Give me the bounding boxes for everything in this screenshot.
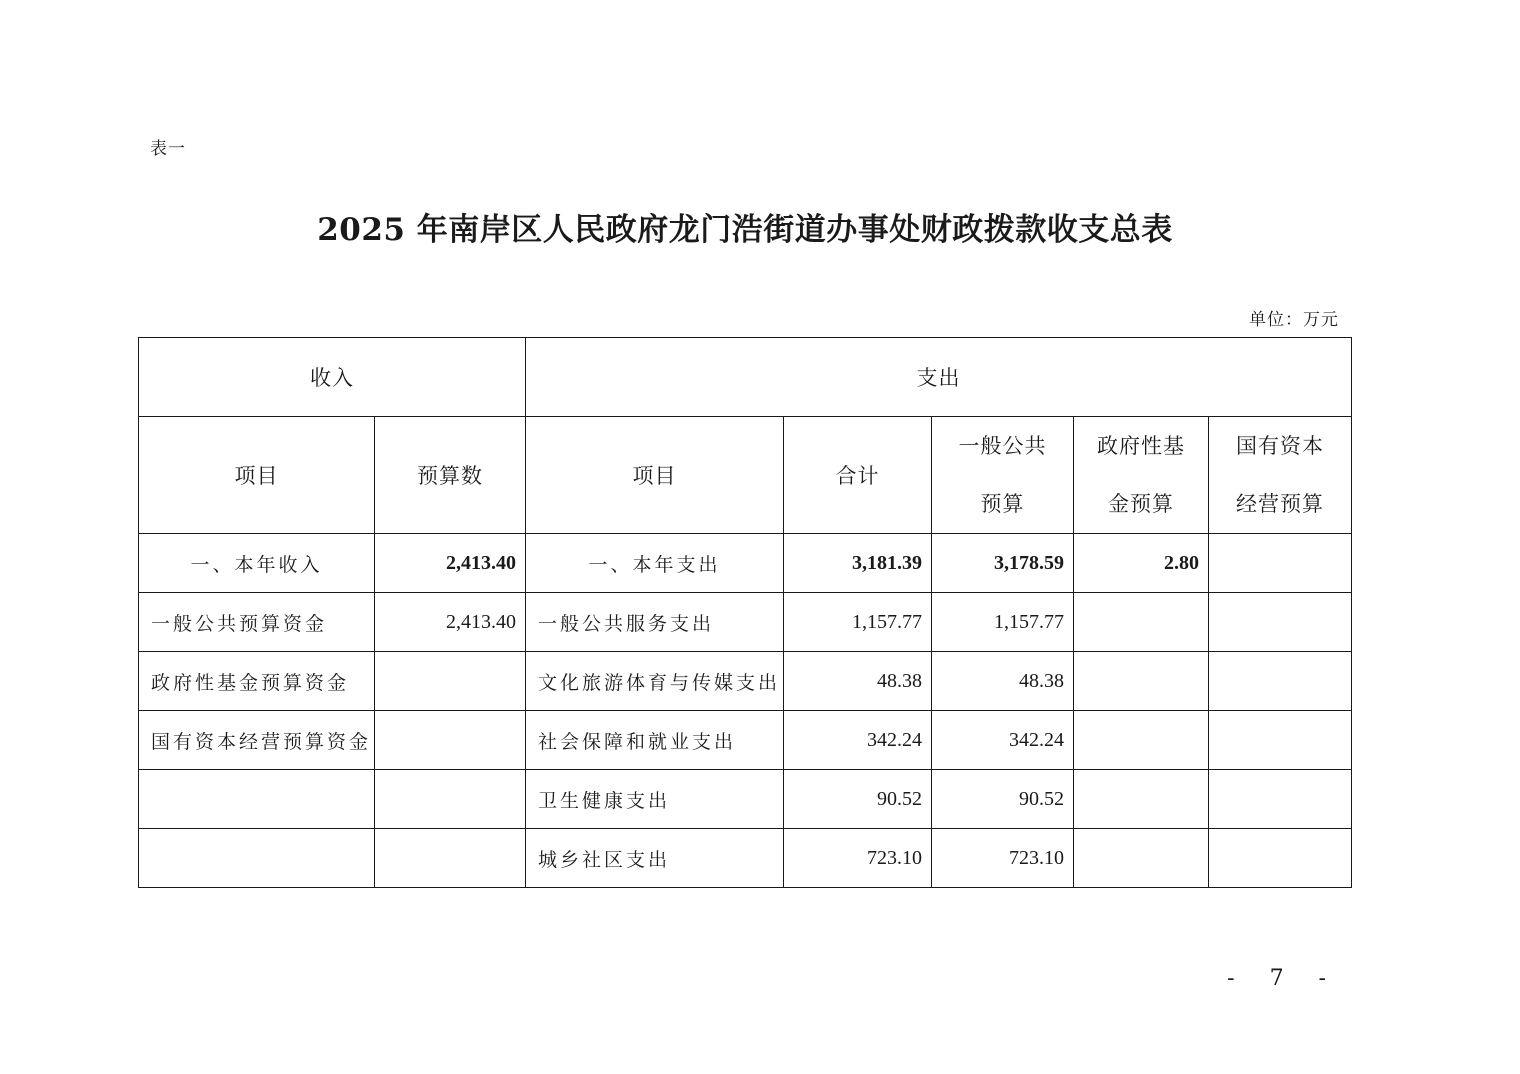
col-header-income-budget: 预算数 [375,417,526,534]
col-header-state-capital-line1: 国有资本 [1236,434,1324,458]
col-header-general-public-line1: 一般公共 [958,434,1047,458]
table-row [139,829,1352,888]
state-capital-cell [1209,770,1352,829]
col-header-gov-fund-line2: 金预算 [1108,492,1174,516]
general-public-cell: 90.52 [932,770,1074,829]
col-header-gov-fund-line1: 政府性基 [1097,434,1185,458]
expense-item-cell: 卫生健康支出 [526,770,784,829]
total-cell: 723.10 [784,829,932,888]
state-capital-cell [1209,593,1352,652]
table-row [139,711,1352,770]
total-cell: 342.24 [784,711,932,770]
state-capital-cell [1209,829,1352,888]
table-row [139,534,1352,593]
col-header-state-capital-line2: 经营预算 [1236,492,1324,516]
col-header-state-capital [1209,417,1352,534]
income-item-cell [139,770,375,829]
col-header-total: 合计 [784,417,932,534]
unit-label: 单位：万元 [1249,310,1339,330]
income-item-cell [139,829,375,888]
table-row [139,770,1352,829]
income-budget-cell: 2,413.40 [375,534,526,593]
state-capital-cell [1209,652,1352,711]
total-cell: 3,181.39 [784,534,932,593]
total-cell: 90.52 [784,770,932,829]
column-header-row [139,417,1352,534]
state-capital-cell [1209,534,1352,593]
general-public-cell: 342.24 [932,711,1074,770]
income-item-cell: 一般公共预算资金 [139,593,375,652]
total-cell: 48.38 [784,652,932,711]
general-public-cell: 723.10 [932,829,1074,888]
budget-table [138,337,1352,888]
expense-group-header: 支出 [526,338,1352,417]
general-public-cell: 48.38 [932,652,1074,711]
col-header-income-item: 项目 [139,417,375,534]
total-cell: 1,157.77 [784,593,932,652]
gov-fund-cell: 2.80 [1074,534,1209,593]
income-budget-cell [375,829,526,888]
expense-item-cell: 社会保障和就业支出 [526,711,784,770]
gov-fund-cell [1074,652,1209,711]
col-header-general-public [932,417,1074,534]
gov-fund-cell [1074,770,1209,829]
general-public-cell: 1,157.77 [932,593,1074,652]
page-title: 2025 年南岸区人民政府龙门浩街道办事处财政拨款收支总表 [317,212,1173,248]
expense-item-cell: 一般公共服务支出 [526,593,784,652]
income-budget-cell: 2,413.40 [375,593,526,652]
income-item-cell: 一、本年收入 [139,534,375,593]
gov-fund-cell [1074,593,1209,652]
gov-fund-cell [1074,711,1209,770]
expense-item-cell: 城乡社区支出 [526,829,784,888]
expense-item-cell: 一、本年支出 [526,534,784,593]
income-group-header: 收入 [139,338,526,417]
col-header-expense-item: 项目 [526,417,784,534]
table-row [139,652,1352,711]
table-row [139,593,1352,652]
col-header-general-public-line2: 预算 [980,492,1025,516]
income-item-cell: 国有资本经营预算资金 [139,711,375,770]
income-budget-cell [375,711,526,770]
col-header-gov-fund [1074,417,1209,534]
table-label: 表一 [150,139,186,159]
expense-item-cell: 文化旅游体育与传媒支出 [526,652,784,711]
income-item-cell: 政府性基金预算资金 [139,652,375,711]
state-capital-cell [1209,711,1352,770]
group-header-row [139,338,1352,417]
gov-fund-cell [1074,829,1209,888]
general-public-cell: 3,178.59 [932,534,1074,593]
income-budget-cell [375,770,526,829]
page-number: - 7 - [1227,966,1340,991]
income-budget-cell [375,652,526,711]
